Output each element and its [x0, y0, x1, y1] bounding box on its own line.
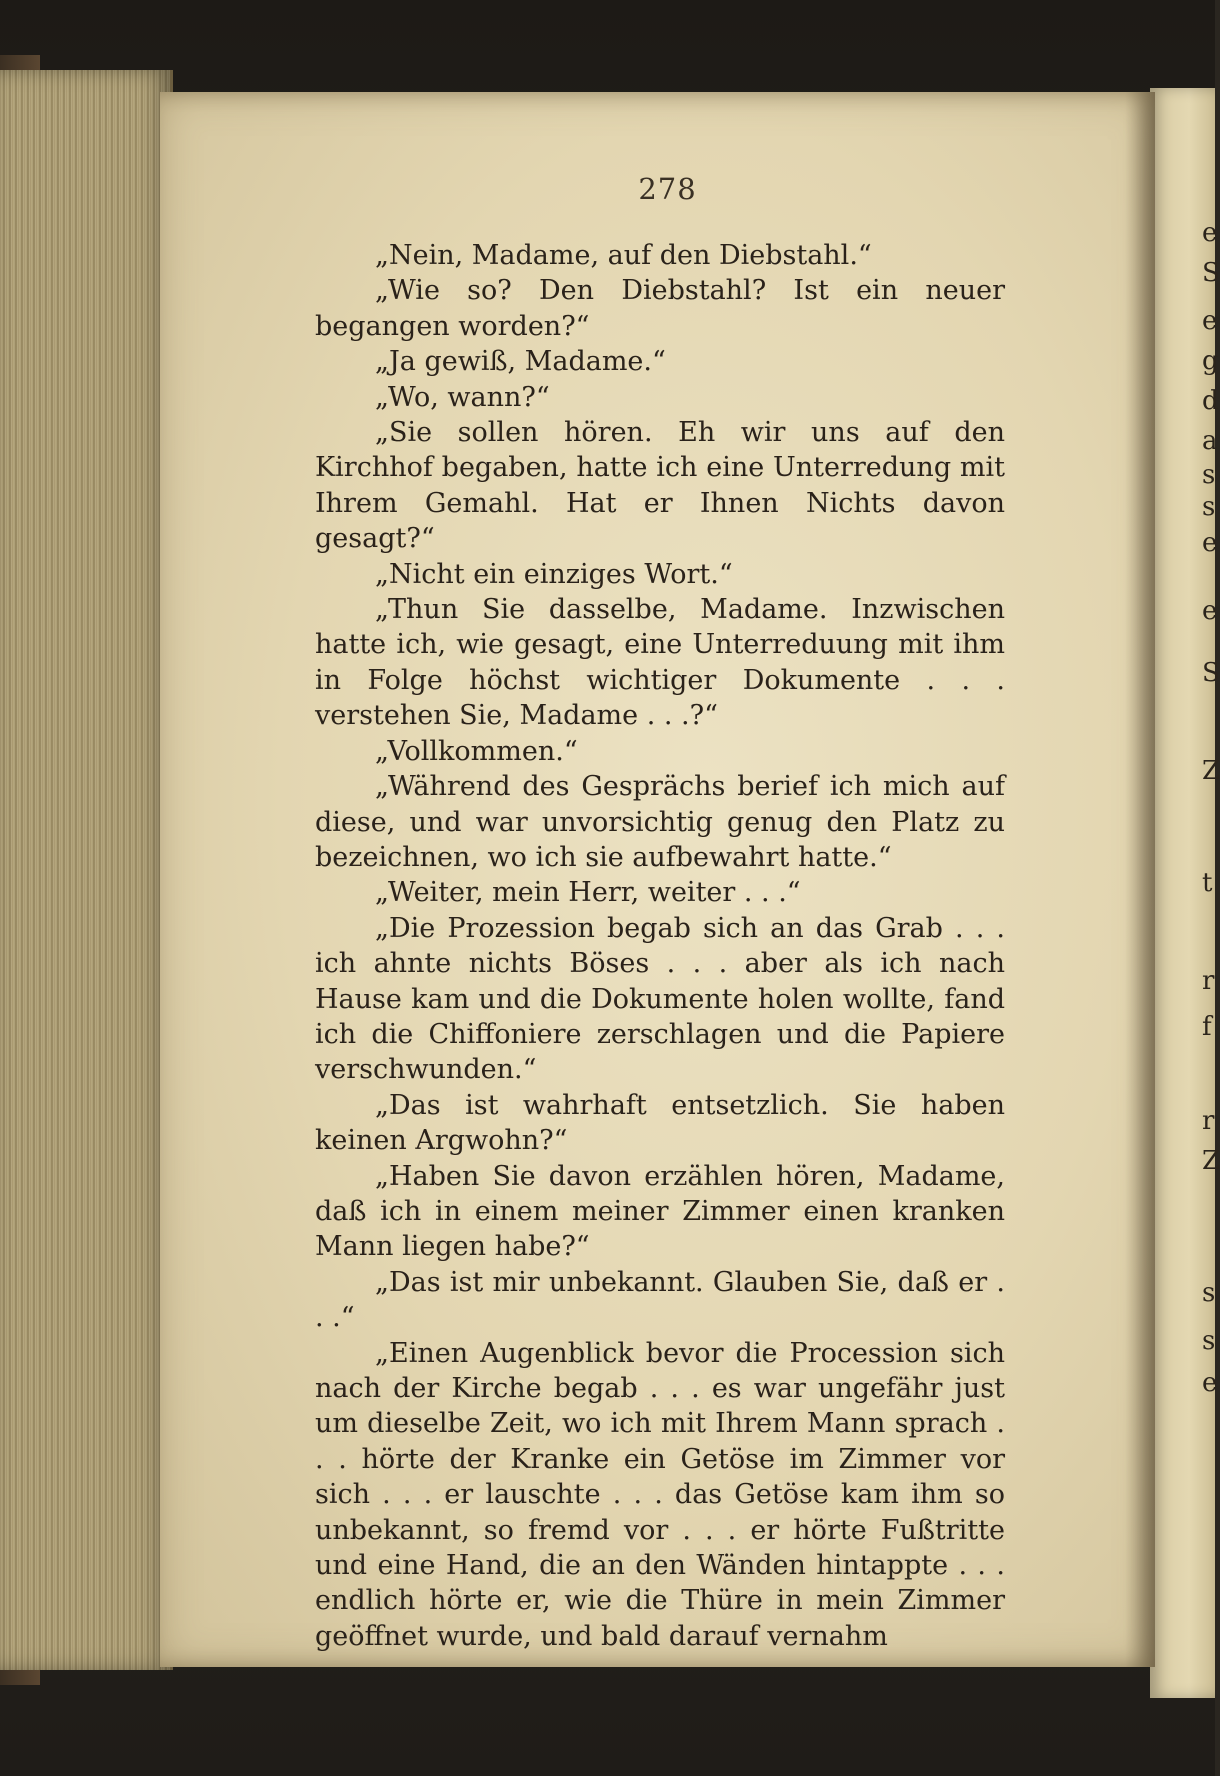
paragraph: „Vollkommen.“ — [375, 735, 578, 767]
adjacent-page-fragment: a — [1202, 426, 1218, 456]
paragraph: „Nicht ein einziges Wort.“ — [375, 558, 733, 590]
adjacent-page — [1150, 88, 1220, 1698]
adjacent-page-fragment: d — [1202, 386, 1219, 416]
gutter-shadow — [1125, 92, 1155, 1667]
paragraph: „Einen Augenblick bevor die Procession sich nach der Kirche begab . . . es war ungefähr just um dieselbe Zeit, wo ich mit Ihrem Mann sprach . . . hörte der Kranke ein Getöse im Zimmer vor sich . . . er lauschte . . . das Getöse kam ihm so unbekannt, so fremd vor . . . er hörte Fußtritte und eine Hand, die an den Wänden hintappte . . . endlich hörte er, wie die Thüre in mein Zimmer geöffnet wurde, und bald darauf vernahm — [315, 1337, 1005, 1652]
adjacent-page-fragment: s — [1202, 492, 1216, 522]
adjacent-page-fragment: e — [1202, 306, 1218, 336]
adjacent-page-fragment: e — [1202, 596, 1218, 626]
page-text — [315, 238, 1005, 1654]
paragraph: „Wo, wann?“ — [375, 381, 550, 413]
adjacent-page-fragment: g — [1202, 346, 1219, 376]
paragraph: „Thun Sie dasselbe, Madame. Inzwischen hatte ich, wie gesagt, eine Unterreduung mit ihm in Folge höchst wichtiger Dokumente . . . verstehen Sie, Madame . . .?“ — [315, 594, 1005, 732]
paragraph: „Nein, Madame, auf den Diebstahl.“ — [375, 240, 872, 271]
paragraph: „Haben Sie davon erzählen hören, Madame, daß ich in einem meiner Zimmer einen kranken Mann liegen habe?“ — [315, 1160, 1005, 1263]
paragraph: „Die Prozession begab sich an das Grab . . . ich ahnte nichts Böses . . . aber als ich nach Hause kam und die Dokumente holen wollte, fand ich die Chiffoniere zerschlagen und die Papiere verschwunden.“ — [315, 912, 1005, 1086]
paragraph: „Während des Gesprächs berief ich mich auf diese, und war unvorsichtig genug den Platz zu bezeichnen, wo ich sie aufbewahrt hatte.“ — [315, 771, 1005, 873]
adjacent-page-fragment: s — [1202, 1278, 1216, 1308]
paragraph: „Sie sollen hören. Eh wir uns auf den Kirchhof begaben, hatte ich eine Unterredung mit Ihrem Gemahl. Hat er Ihnen Nichts davon gesagt?“ — [315, 417, 1005, 555]
adjacent-page-fragment: e — [1202, 218, 1218, 248]
adjacent-page-fragment: e — [1202, 1368, 1218, 1398]
paragraph: „Das ist mir unbekannt. Glauben Sie, daß er . . .“ — [315, 1266, 1005, 1334]
paragraph: „Wie so? Den Diebstahl? Ist ein neuer begangen worden?“ — [315, 275, 1005, 342]
page-number: 278 — [638, 172, 697, 206]
page-edges — [0, 70, 173, 1670]
adjacent-page-fragment: Z — [1202, 1146, 1220, 1176]
adjacent-page-fragment: r — [1202, 966, 1215, 996]
adjacent-page-fragment: S — [1202, 658, 1220, 688]
paragraph: „Das ist wahrhaft entsetzlich. Sie haben keinen Argwohn?“ — [315, 1089, 1005, 1157]
paragraph: „Weiter, mein Herr, weiter . . .“ — [375, 877, 801, 909]
adjacent-page-fragment: e — [1202, 528, 1218, 558]
adjacent-page-fragment: t — [1202, 868, 1213, 898]
adjacent-page-fragment: s — [1202, 460, 1216, 490]
book-page — [160, 92, 1155, 1667]
adjacent-page-fragment: f — [1202, 1012, 1212, 1042]
adjacent-page-fragment: S — [1202, 258, 1220, 288]
adjacent-page-fragment: s — [1202, 1326, 1216, 1356]
paragraph: „Ja gewiß, Madame.“ — [375, 346, 666, 378]
adjacent-page-fragment: Z — [1202, 756, 1220, 786]
adjacent-page-fragment: r — [1202, 1106, 1215, 1136]
